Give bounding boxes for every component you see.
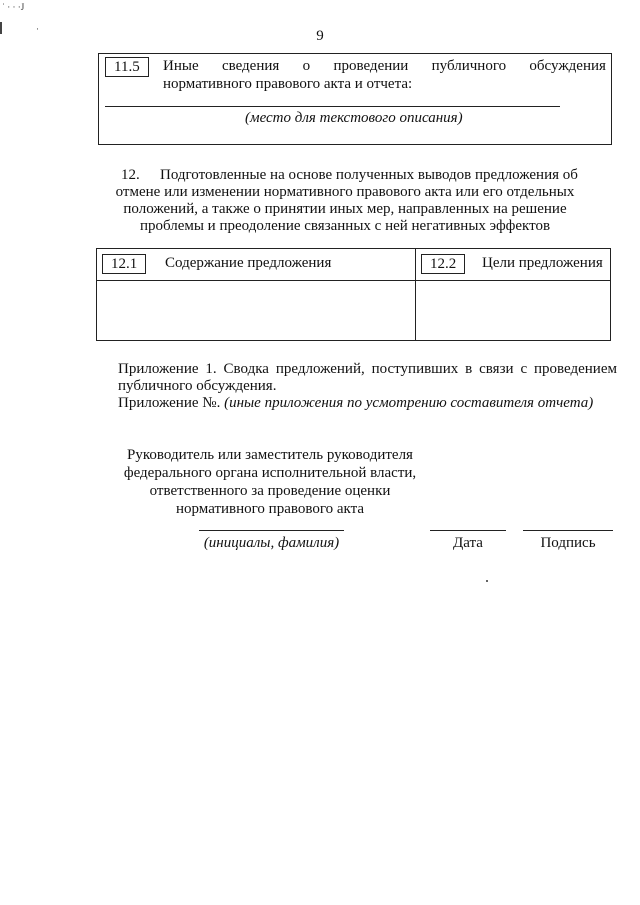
table-12-col1-label: Содержание предложения	[165, 255, 332, 271]
table-12-col2-tag: 12.2	[421, 254, 465, 274]
word: с	[520, 361, 528, 377]
section-12-line2: отмене или изменении нормативного правового акта или его отдельных	[115, 184, 575, 200]
word: проведении	[333, 58, 409, 74]
table-12-col1-tag: 12.1	[102, 254, 146, 274]
appendix-line1	[118, 361, 617, 378]
section-11-5-input-line	[105, 106, 560, 107]
appendix-line2: публичного обсуждения.	[118, 378, 277, 394]
section-12-line4: проблемы и преодоление связанных с ней негативных эффектов	[139, 218, 551, 234]
section-12-line3: положений, а также о принятии иных мер, направленных на решение	[123, 201, 567, 217]
date-caption: Дата	[453, 535, 483, 551]
word: обсуждения	[529, 58, 606, 74]
section-12-line1: Подготовленные на основе полученных выводов предложения об	[160, 167, 578, 183]
table-12-cell-content	[97, 281, 415, 340]
name-caption: (инициалы, фамилия)	[203, 535, 340, 551]
word: о	[302, 58, 311, 74]
page-number: 9	[316, 28, 324, 44]
table-12-cell-goals	[416, 281, 610, 340]
sign-caption: Подпись	[540, 535, 596, 551]
appendix-line3	[118, 395, 593, 412]
scan-mark-side: ·	[36, 24, 39, 34]
word: Иные	[163, 58, 199, 74]
word: поступивших	[371, 361, 459, 377]
word: проведением	[534, 361, 617, 377]
section-11-5-line1	[163, 58, 606, 75]
signature-title-line: Руководитель или заместитель руководителя	[127, 447, 413, 463]
appendix-line3-italic: (иные приложения по усмотрению составителя отчета)	[224, 395, 594, 411]
stray-dot	[486, 580, 488, 582]
section-12-number: 12.	[121, 167, 140, 183]
section-11-5-placeholder: (место для текстового описания)	[245, 110, 463, 126]
word: Приложение	[118, 361, 199, 377]
scan-mark-top-left: ˙ · · ·J	[2, 2, 25, 12]
signature-title-line: ответственного за проведение оценки	[149, 483, 391, 499]
signature-title-line: нормативного правового акта	[176, 501, 364, 517]
word: в	[465, 361, 473, 377]
section-11-5-tag: 11.5	[105, 57, 149, 77]
word: предложений,	[275, 361, 365, 377]
word: 1.	[205, 361, 217, 377]
appendix-line3-prefix: Приложение №.	[118, 395, 221, 411]
word: Сводка	[223, 361, 269, 377]
word: публичного	[431, 58, 507, 74]
word: сведения	[221, 58, 280, 74]
signature-title	[110, 446, 430, 518]
signature-title-line: федерального органа исполнительной власти,	[123, 465, 417, 481]
word: связи	[479, 361, 514, 377]
table-12-col2-label: Цели предложения	[482, 255, 603, 271]
section-11-5-line2: нормативного правового акта и отчета:	[163, 76, 413, 92]
signature-line	[523, 530, 613, 531]
name-line	[199, 530, 344, 531]
date-line	[430, 530, 506, 531]
